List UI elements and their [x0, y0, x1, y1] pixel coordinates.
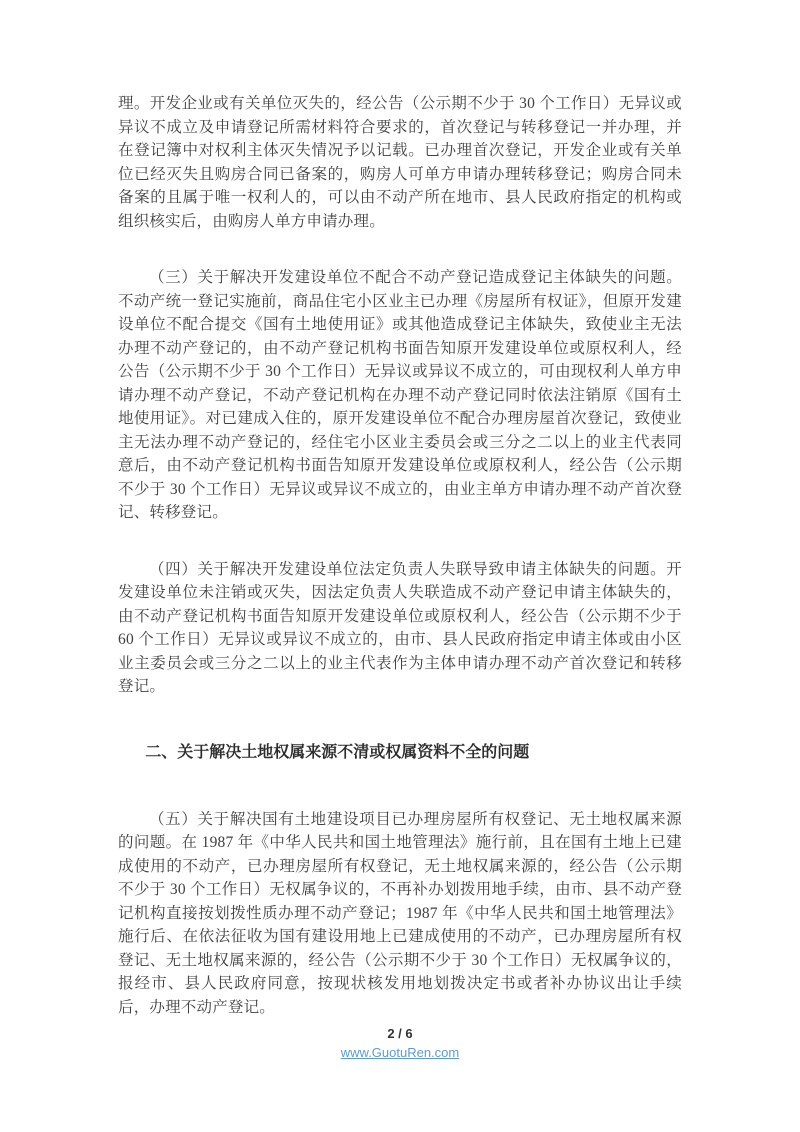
paragraph-item-4: （四）关于解决开发建设单位法定负责人失联导致申请主体缺失的问题。开发建设单位未注销或灭失，因法定负责人失联造成不动产登记申请主体缺失的，由不动产登记机构书面告知原开发建设单位或原权利人，经公告（公示期不少于 60 个工作日）无异议或异议不成立的，由市、县人民政府指定申请主体或由小区业主委员会或三分之二以上的业主代表作为主体申请办理不动产首次登记和转移登记。: [118, 560, 682, 695]
paragraph-continuation: 理。开发企业或有关单位灭失的，经公告（公示期不少于 30 个工作日）无异议或异议不成立及申请登记所需材料符合要求的，首次登记与转移登记一并办理，并在登记簿中对权利主体灭失情况予以记载。已办理首次登记，开发企业或有关单位已经灭失且购房合同已备案的，购房人可单方申请办理转移登记；购房合同未备案的且属于唯一权利人的，可以由不动产所在地市、县人民政府指定的机构或组织核实后，由购房人单方申请办理。: [118, 95, 682, 230]
paragraph-item-3: （三）关于解决开发建设单位不配合不动产登记造成登记主体缺失的问题。不动产统一登记实施前，商品住宅小区业主已办理《房屋所有权证》，但原开发建设单位不配合提交《国有土地使用证》或其他造成登记主体缺失，致使业主无法办理不动产登记的，由不动产登记机构书面告知原开发建设单位或原权利人，经公告（公示期不少于 30 个工作日）无异议或异议不成立的，可由现权利人单方申请办理不动产登记，不动产登记机构在办理不动产登记同时依法注销原《国有土地使用证》。对已建成入住的，原开发建设单位不配合办理房屋首次登记，致使业主无法办理不动产登记的，经住宅小区业主委员会或三分之二以上的业主代表同意后，由不动产登记机构书面告知原开发建设单位或原权利人，经公告（公示期不少于 30 个工作日）无异议或异议不成立的，由业主单方申请办理不动产首次登记、转移登记。: [118, 269, 682, 521]
page-footer: [0, 1026, 800, 1062]
website-link[interactable]: www.GuotuRen.com: [340, 1045, 460, 1060]
document-body: [118, 92, 682, 1052]
section-heading-2: 二、关于解决土地权属来源不清或权属资料不全的问题: [145, 743, 530, 761]
paragraph-item-5: （五）关于解决国有土地建设项目已办理房屋所有权登记、无土地权属来源的问题。在 1987 年《中华人民共和国土地管理法》施行前，且在国有土地上已建成使用的不动产，已办理房屋所有权登记，无土地权属来源的，经公告（公示期不少于 30 个工作日）无权属争议的，不再补办划拨用地手续，由市、县不动产登记机构直接按划拨性质办理不动产登记；1987 年《中华人民共和国土地管理法》施行后、在依法征收为国有建设用地上已建成使用的不动产，已办理房屋所有权登记、无土地权属来源的，经公告（公示期不少于 30 个工作日）无权属争议的，报经市、县人民政府同意，按现状核发用地划拨决定书或者补办协议出让手续后，办理不动产登记。: [118, 810, 682, 1016]
page-number: 2 / 6: [387, 1026, 413, 1041]
